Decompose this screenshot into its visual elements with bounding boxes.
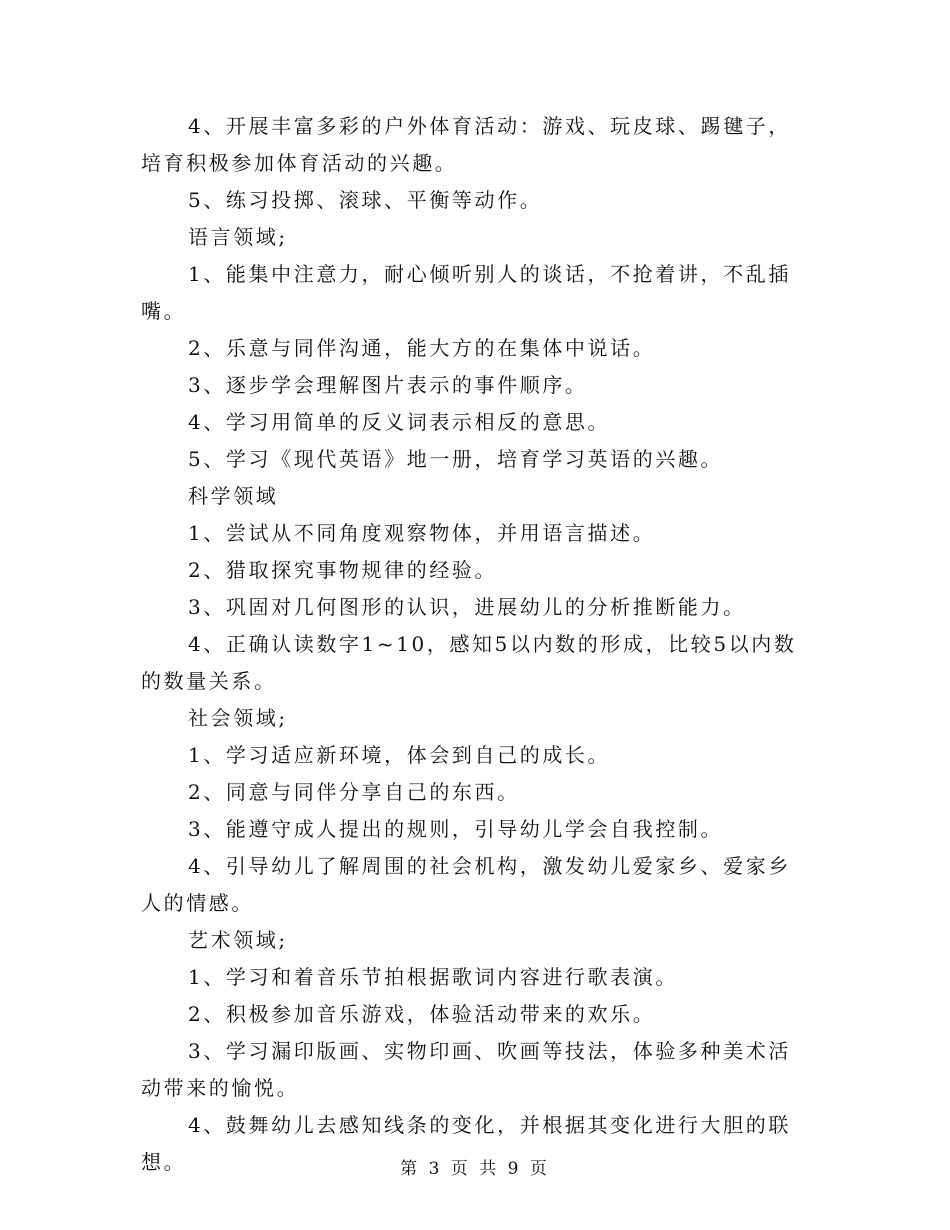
paragraph: 4、学习用简单的反义词表示相反的意思。	[188, 410, 611, 434]
paragraph: 3、能遵守成人提出的规则，引导幼儿学会自我控制。	[188, 817, 724, 841]
paragraph: 3、巩固对几何图形的认识，进展幼儿的分析推断能力。	[188, 595, 746, 619]
page-number-footer: 第 3 页 共 9 页	[400, 1159, 550, 1179]
section-heading-language: 语言领域;	[188, 225, 288, 249]
paragraph: 4、正确认读数字1~10，感知5以内数的形成，比较5以内数的数量关系。	[141, 632, 797, 693]
paragraph: 2、同意与同伴分享自己的东西。	[188, 780, 520, 804]
paragraph: 1、学习适应新环境，体会到自己的成长。	[188, 743, 611, 767]
section-heading-science: 科学领域	[188, 484, 279, 508]
paragraph: 5、练习投掷、滚球、平衡等动作。	[188, 188, 543, 212]
paragraph: 4、鼓舞幼儿去感知线条的变化，并根据其变化进行大胆的联想。	[141, 1113, 791, 1174]
section-heading-art: 艺术领域;	[188, 928, 288, 952]
paragraph: 4、引导幼儿了解周围的社会机构，激发幼儿爱家乡、爱家乡人的情感。	[141, 854, 791, 915]
document-body	[141, 108, 809, 1181]
paragraph: 3、学习漏印版画、实物印画、吹画等技法，体验多种美术活动带来的愉悦。	[141, 1039, 791, 1100]
paragraph: 5、学习《现代英语》地一册，培育学习英语的兴趣。	[188, 447, 724, 471]
paragraph: 1、能集中注意力，耐心倾听别人的谈话，不抢着讲，不乱插嘴。	[141, 262, 791, 323]
paragraph: 1、学习和着音乐节拍根据歌词内容进行歌表演。	[188, 965, 678, 989]
section-heading-social: 社会领域;	[188, 706, 288, 730]
paragraph: 2、猎取探究事物规律的经验。	[188, 558, 498, 582]
paragraph: 1、尝试从不同角度观察物体，并用语言描述。	[188, 521, 656, 545]
paragraph: 2、乐意与同伴沟通，能大方的在集体中说话。	[188, 336, 656, 360]
paragraph: 2、积极参加音乐游戏，体验活动带来的欢乐。	[188, 1002, 656, 1026]
paragraph: 4、开展丰富多彩的户外体育活动：游戏、玩皮球、踢毽子，培育积极参加体育活动的兴趣。	[141, 114, 791, 175]
paragraph: 3、逐步学会理解图片表示的事件顺序。	[188, 373, 588, 397]
